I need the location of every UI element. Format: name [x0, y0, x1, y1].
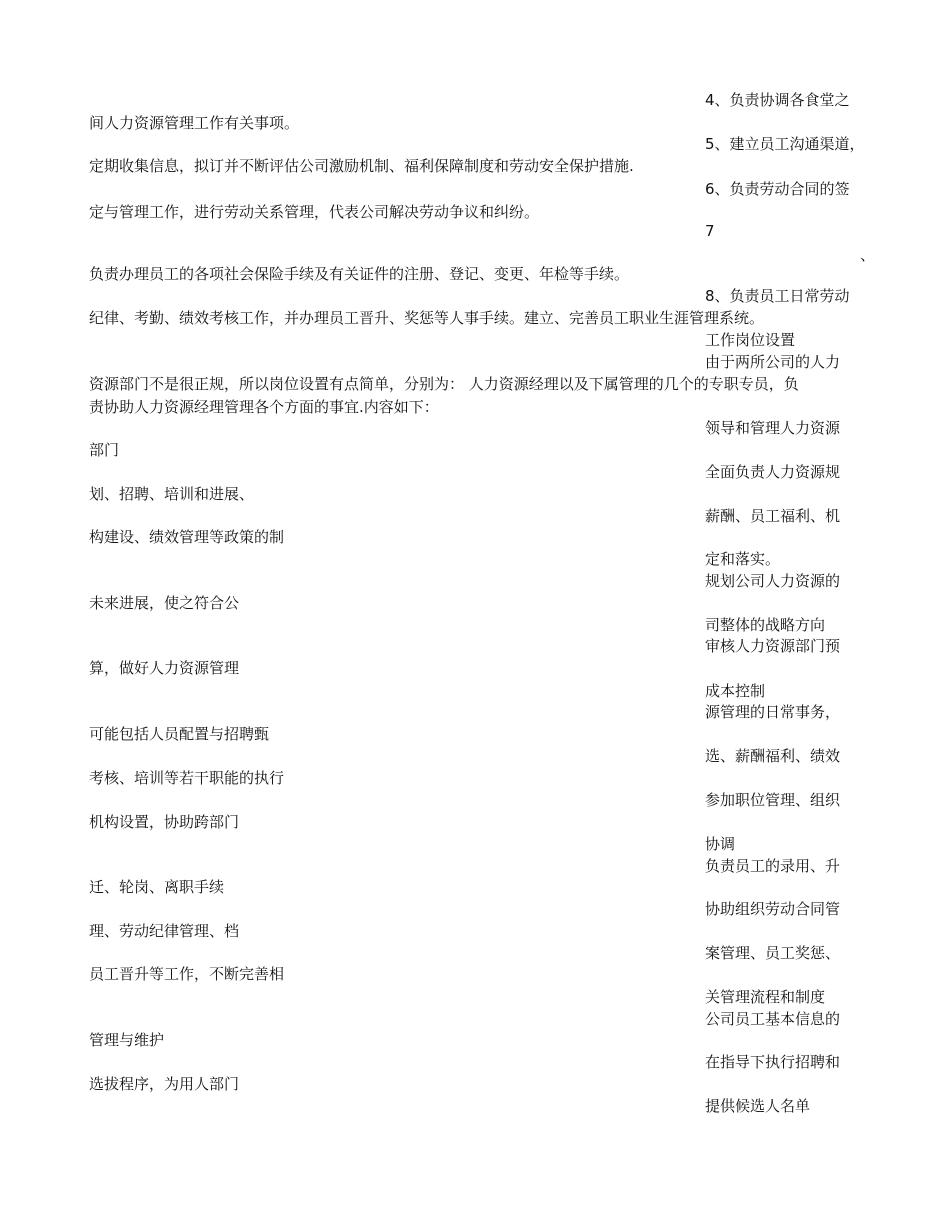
text-line: 构建设、绩效管理等政策的制: [89, 528, 285, 546]
text-line: 5、建立员工沟通渠道，: [705, 135, 865, 153]
text-line: 迁、轮岗、离职手续: [89, 878, 225, 896]
text-line: 定期收集信息，拟订并不断评估公司激励机制、福利保障制度和劳动安全保护措施.: [89, 157, 634, 175]
text-line: 定和落实。: [705, 550, 781, 568]
text-line: 成本控制: [705, 682, 766, 700]
text-line: 薪酬、员工福利、机: [705, 507, 841, 525]
text-line: 可能包括人员配置与招聘甄: [89, 725, 270, 743]
text-line: 算，做好人力资源管理: [89, 659, 240, 677]
text-line: 选拔程序，为用人部门: [89, 1075, 240, 1093]
text-line: 未来进展，使之符合公: [89, 594, 240, 612]
text-line: 公司员工基本信息的: [705, 1010, 841, 1028]
text-line: 间人力资源管理工作有关事项。: [89, 114, 300, 132]
text-line: 6、负责劳动合同的签: [705, 180, 850, 198]
text-line: 负责办理员工的各项社会保险手续及有关证件的注册、登记、变更、年检等手续。: [89, 265, 630, 283]
text-line: 领导和管理人力资源: [705, 419, 841, 437]
text-line: 关管理流程和制度: [705, 988, 826, 1006]
text-line: 部门: [89, 441, 120, 459]
text-line: 全面负责人力资源规: [705, 463, 841, 481]
text-line: 由于两所公司的人力: [705, 353, 841, 371]
text-line: 提供候选人名单: [705, 1097, 811, 1115]
text-line: 7: [705, 222, 715, 240]
text-line: 协助组织劳动合同管: [705, 900, 841, 918]
text-line: 司整体的战略方向: [705, 616, 826, 634]
text-line: 8、负责员工日常劳动: [705, 287, 850, 305]
text-line: 员工晋升等工作，不断完善相: [89, 965, 285, 983]
text-line: 参加职位管理、组织: [705, 791, 841, 809]
text-line: 管理与维护: [89, 1031, 165, 1049]
text-line: 审核人力资源部门预: [705, 637, 841, 655]
text-line: 协调: [705, 835, 736, 853]
text-line: 源管理的日常事务，: [705, 703, 841, 721]
text-line: 机构设置，协助跨部门: [89, 813, 240, 831]
text-line: 选、薪酬福利、绩效: [705, 747, 841, 765]
text-line: 划、招聘、培训和进展、: [89, 485, 255, 503]
text-line: 负责员工的录用、升: [705, 857, 841, 875]
text-line: 、: [860, 246, 876, 264]
text-line: 规划公司人力资源的: [705, 572, 841, 590]
text-line: 定与管理工作，进行劳动关系管理，代表公司解决劳动争议和纠纷。: [89, 203, 540, 221]
text-line: 在指导下执行招聘和: [705, 1053, 841, 1071]
text-line: 资源部门不是很正规，所以岗位设置有点简单，分别为： 人力资源经理以及下属管理的几个的专职专员，负: [89, 375, 799, 393]
text-line: 工作岗位设置: [705, 331, 796, 349]
text-line: 理、劳动纪律管理、档: [89, 922, 240, 940]
text-line: 考核、培训等若干职能的执行: [89, 769, 285, 787]
text-line: 案管理、员工奖惩、: [705, 944, 841, 962]
text-line: 纪律、考勤、绩效考核工作，并办理员工晋升、奖惩等人事手续。建立、完善员工职业生涯管理系统。: [89, 309, 765, 327]
text-line: 4、负责协调各食堂之: [705, 91, 850, 109]
text-line: 责协助人力资源经理管理各个方面的事宜.内容如下：: [89, 398, 439, 416]
